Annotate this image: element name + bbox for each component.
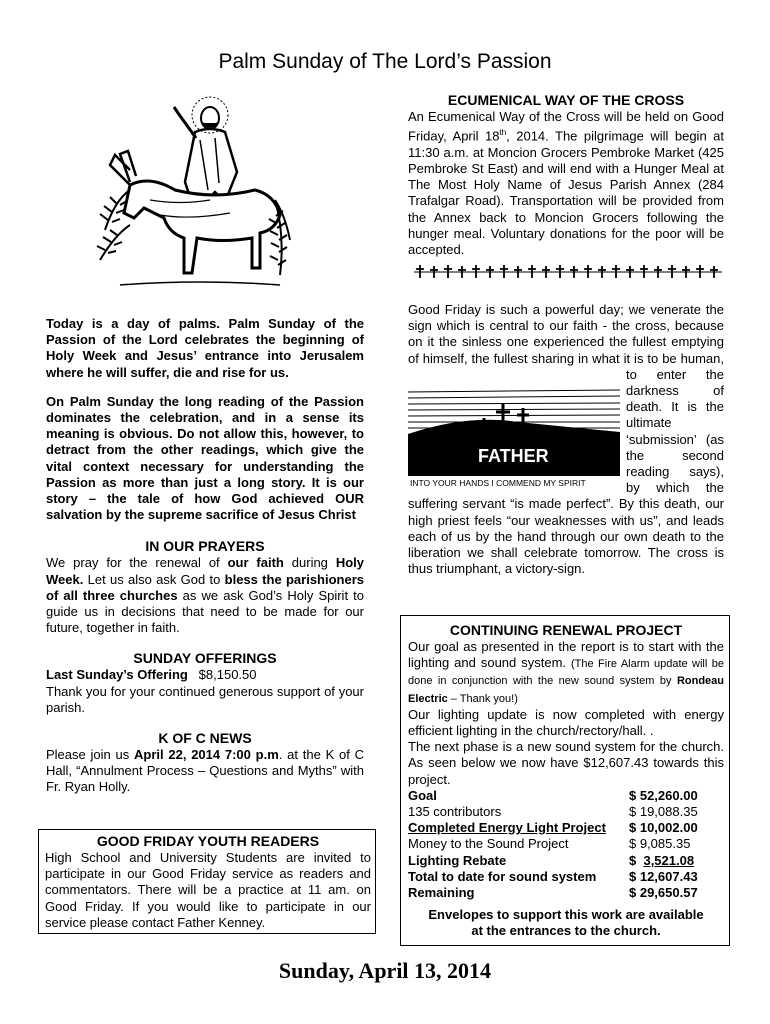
crosses-divider <box>412 262 724 280</box>
good-friday-text: FATHER INTO YOUR HANDS I COMMEND MY SPIRIT Good Friday is such a powerful day; we venerate the sign which is central to our faith - the cross, because on it the sinless one experienced the fullest emptying of himself, the fullest sharing in what it is to be human, to enter the darkness of death. It is the ultimate ‘submission’ (as the second reading says), by which the suffering servant “is made perfect”. By this death, our high priest feels “our weaknesses with us”, and leads each of us by the hand through our own death to the liberation we shall celebrate tomorrow. The cross is thus triumphant, a victory-sign. <box>408 302 724 577</box>
table-row: Total to date for sound system $ 12,607.43 <box>408 868 698 884</box>
bulletin-date: Sunday, April 13, 2014 <box>278 958 492 983</box>
right-column <box>408 92 724 258</box>
father-image-text: FATHER <box>478 446 549 466</box>
intro-paragraph-2: On Palm Sunday the long reading of the Passion dominates the celebration, and in a sense its meaning is obvious. Do not allow this, however, to detract from the other readings, which give the vital context necessary for understanding the Passion as more than just a long story. It is our story – the tale of how God achieved OUR salvation by the supreme sacrifice of Jesus Christ <box>46 393 364 523</box>
kofc-heading: K OF C NEWS <box>158 730 252 747</box>
renewal-text-2: Our lighting update is now completed with energy efficient lighting in the church/rectory/hall. . <box>408 706 724 739</box>
finance-table <box>408 788 724 901</box>
offerings-heading: SUNDAY OFFERINGS <box>133 650 277 667</box>
intro-paragraph-1: Today is a day of palms. Palm Sunday of the Passion of the Lord celebrates the beginning of Holy Week and Jesus’ entrance into Jerusalem where he will suffer, die and rise for us. <box>46 316 364 380</box>
table-row: Lighting Rebate $ 3,521.08 <box>408 852 695 868</box>
table-row: 135 contributors $ 19,088.35 <box>408 804 698 820</box>
palm-sunday-illustration <box>90 90 300 290</box>
renewal-project-box <box>400 615 730 946</box>
page-title: Palm Sunday of The Lord’s Passion <box>218 50 552 73</box>
renewal-text-1: Our goal as presented in the report is to start with the lighting and sound system. (The Fire Alarm update will be done in conjunction with the new sound system by Rondeau Electric – Thank you!) <box>408 639 724 705</box>
table-row: Completed Energy Light Project $ 10,002.00 <box>408 820 698 836</box>
prayers-text: We pray for the renewal of our faith during Holy Week. Let us also ask God to bless the parishioners of all three churches as we ask God’s Holy Spirit to guide us in decisions that need to be made for our future, together in faith. <box>46 555 364 636</box>
youth-heading: GOOD FRIDAY YOUTH READERS <box>96 833 320 849</box>
renewal-text-3: The next phase is a new sound system for the church. As seen below we now have $12,607.43 towards this project. <box>408 739 724 787</box>
left-column <box>46 316 364 796</box>
good-friday-section <box>408 302 724 577</box>
kofc-text: Please join us April 22, 2014 7:00 p.m. at the K of C Hall, “Annulment Process – Questions and Myths” with Fr. Ryan Holly. <box>46 747 364 795</box>
youth-text: High School and University Students are invited to participate in our Good Friday service as readers and commentators. There will be a practice at 11 am. on Good Friday. If you would like to participate in our service please contact Father Kenney. <box>45 850 371 930</box>
offerings-text: Thank you for your continued generous support of your parish. <box>46 683 364 715</box>
table-row: Money to the Sound Project $ 9,085.35 <box>408 836 691 852</box>
prayers-heading: IN OUR PRAYERS <box>145 538 265 555</box>
father-cross-image <box>408 384 620 490</box>
table-row: Goal $ 52,260.00 <box>408 787 698 803</box>
way-heading: ECUMENICAL WAY OF THE CROSS <box>447 92 685 108</box>
table-row: Remaining $ 29,650.57 <box>408 885 698 901</box>
renewal-heading: CONTINUING RENEWAL PROJECT <box>449 622 683 638</box>
envelopes-note: Envelopes to support this work are available at the entrances to the church. <box>428 907 704 939</box>
way-text: An Ecumenical Way of the Cross will be held on Good Friday, April 18th, 2014. The pilgrimage will begin at 11:30 a.m. at Moncion Grocers Pembroke Market (425 Pembroke St East) and will end with a Hunger Meal at The Most Holy Name of Jesus Parish Annex (284 Trafalgar Road). Transportation will be provided from the Annex back to Moncion Grocers following the hunger meal. Voluntary donations for the poor will be accepted. <box>408 109 724 257</box>
father-image-caption: INTO YOUR HANDS I COMMEND MY SPIRIT <box>410 478 586 488</box>
offerings-line: Last Sunday’s Offering $8,150.50 <box>46 667 257 683</box>
youth-readers-box <box>38 829 376 934</box>
